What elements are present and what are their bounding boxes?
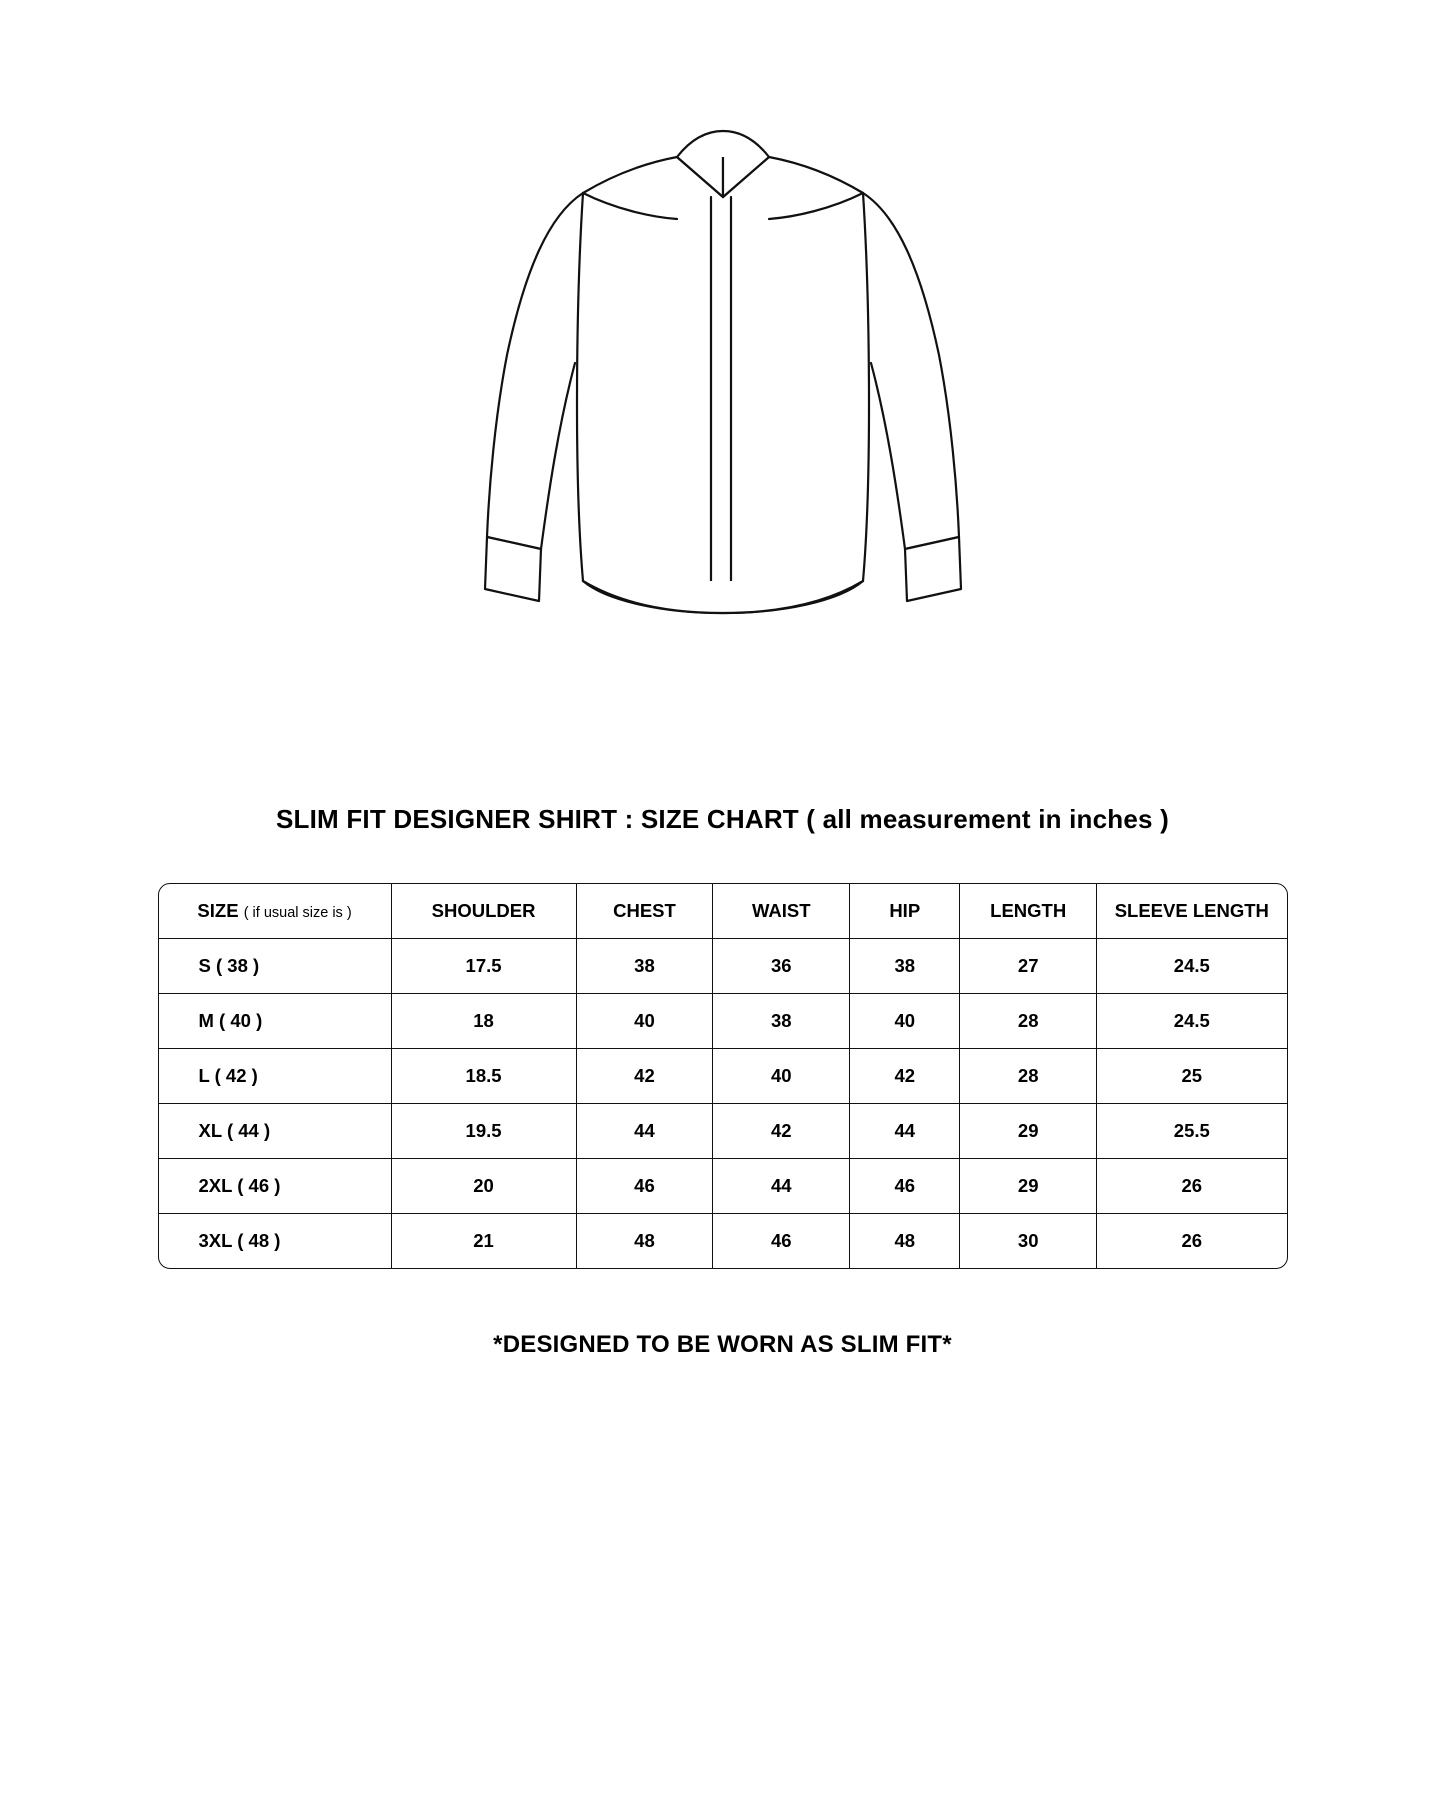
cell-size: 3XL ( 48 )	[159, 1214, 392, 1269]
cell-hip: 46	[850, 1159, 960, 1214]
column-header-hip: HIP	[850, 884, 960, 939]
column-header-sleeve-length: SLEEVE LENGTH	[1097, 884, 1287, 939]
table-row	[159, 1049, 1287, 1104]
table-row	[159, 1104, 1287, 1159]
cell-size: XL ( 44 )	[159, 1104, 392, 1159]
cell-shoulder: 20	[391, 1159, 576, 1214]
cell-chest: 44	[576, 1104, 713, 1159]
cell-size: M ( 40 )	[159, 994, 392, 1049]
column-header-size	[159, 884, 392, 939]
shirt-line-art-icon	[463, 105, 983, 665]
cell-shoulder: 18.5	[391, 1049, 576, 1104]
cell-chest: 42	[576, 1049, 713, 1104]
cell-hip: 44	[850, 1104, 960, 1159]
column-header-size-sub: ( if usual size is )	[243, 905, 352, 921]
cell-shoulder: 18	[391, 994, 576, 1049]
cell-length: 29	[960, 1159, 1097, 1214]
cell-size: 2XL ( 46 )	[159, 1159, 392, 1214]
table-body	[159, 939, 1287, 1269]
cell-hip: 40	[850, 994, 960, 1049]
column-header-length: LENGTH	[960, 884, 1097, 939]
cell-waist: 36	[713, 939, 850, 994]
cell-shoulder: 17.5	[391, 939, 576, 994]
cell-chest: 38	[576, 939, 713, 994]
column-header-waist: WAIST	[713, 884, 850, 939]
column-header-size-main: SIZE	[197, 900, 239, 921]
cell-hip: 42	[850, 1049, 960, 1104]
cell-sleeve-length: 26	[1181, 1230, 1203, 1251]
page-title-text: SLIM FIT DESIGNER SHIRT : SIZE CHART ( all measurement in inches )	[276, 804, 1169, 834]
footer-note: *DESIGNED TO BE WORN AS SLIM FIT*	[493, 1331, 952, 1358]
cell-length: 30	[960, 1214, 1097, 1269]
cell-sleeve-length: 26	[1097, 1159, 1287, 1214]
cell-sleeve-length: 24.5	[1097, 994, 1287, 1049]
table-header-row	[159, 884, 1287, 939]
cell-chest: 40	[576, 994, 713, 1049]
cell-sleeve-length: 25	[1097, 1049, 1287, 1104]
cell-length: 29	[960, 1104, 1097, 1159]
cell-chest: 46	[576, 1159, 713, 1214]
cell-shoulder: 21	[391, 1214, 576, 1269]
table-header	[159, 884, 1287, 939]
cell-size: L ( 42 )	[159, 1049, 392, 1104]
cell-waist: 40	[713, 1049, 850, 1104]
cell-waist: 44	[713, 1159, 850, 1214]
cell-sleeve-length: 25.5	[1097, 1104, 1287, 1159]
table-row	[159, 1159, 1287, 1214]
shirt-illustration	[0, 0, 1445, 760]
column-header-chest: CHEST	[576, 884, 713, 939]
cell-waist: 46	[713, 1214, 850, 1269]
cell-hip: 48	[850, 1214, 960, 1269]
size-chart-table-wrap	[158, 883, 1288, 1269]
cell-hip: 38	[850, 939, 960, 994]
cell-waist: 42	[713, 1104, 850, 1159]
cell-size: S ( 38 )	[159, 939, 392, 994]
cell-length: 27	[960, 939, 1097, 994]
cell-waist: 38	[713, 994, 850, 1049]
page-title	[0, 804, 1445, 835]
cell-length: 28	[960, 994, 1097, 1049]
table-row	[159, 1214, 1287, 1269]
table-row	[159, 939, 1287, 994]
cell-chest: 48	[576, 1214, 713, 1269]
column-header-shoulder: SHOULDER	[391, 884, 576, 939]
cell-sleeve-length: 24.5	[1097, 939, 1287, 994]
size-chart-table	[159, 884, 1287, 1268]
cell-length: 28	[960, 1049, 1097, 1104]
table-row	[159, 994, 1287, 1049]
cell-shoulder: 19.5	[391, 1104, 576, 1159]
